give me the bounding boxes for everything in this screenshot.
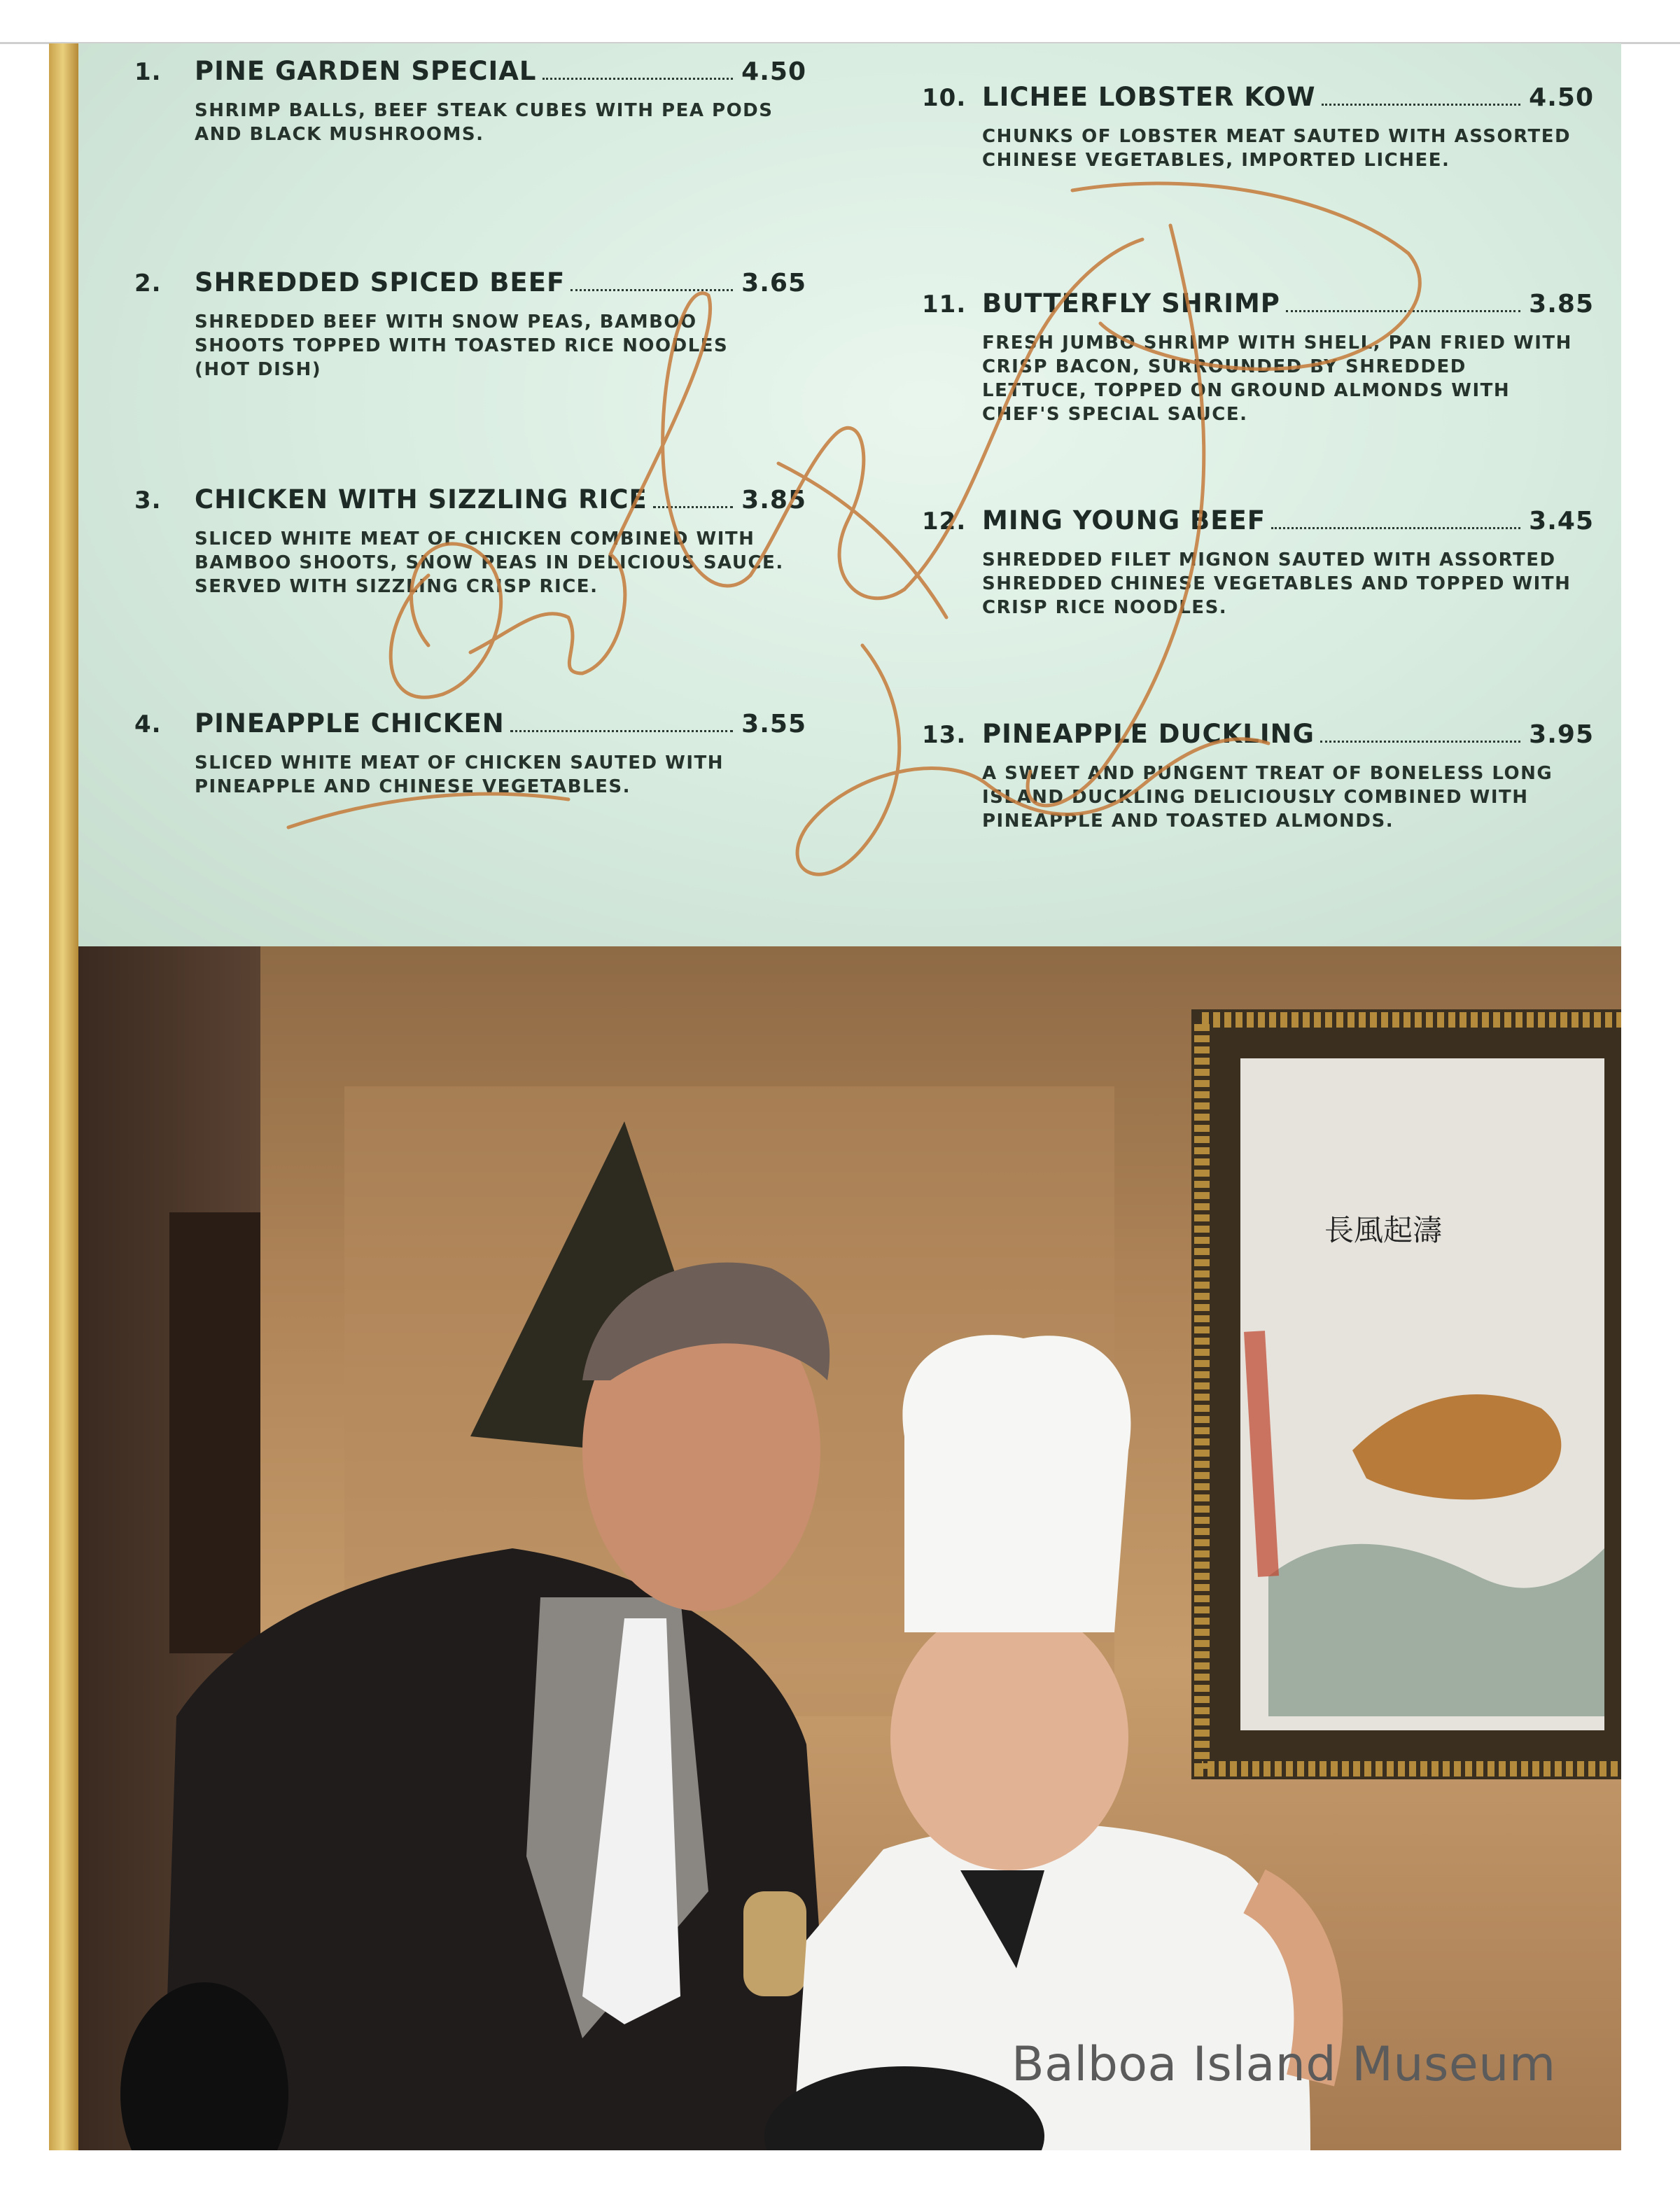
dot-leader bbox=[1286, 310, 1520, 312]
item-description: SHREDDED BEEF WITH SNOW PEAS, BAMBOO SHOOTS TOPPED WITH TOASTED RICE NOODLES (HOT DISH) bbox=[195, 311, 729, 380]
dot-leader bbox=[510, 730, 733, 732]
dot-leader bbox=[653, 506, 733, 508]
framed-painting bbox=[1191, 1009, 1621, 1779]
item-price: 3.65 bbox=[741, 269, 806, 297]
menu-item-1 bbox=[134, 56, 806, 146]
dot-leader bbox=[542, 78, 734, 80]
item-price: 3.45 bbox=[1529, 507, 1594, 535]
item-description: SLICED WHITE MEAT OF CHICKEN SAUTED WITH PINEAPPLE AND CHINESE VEGETABLES. bbox=[195, 752, 724, 797]
painting-inscription: 長風起濤 bbox=[1324, 1213, 1443, 1247]
item-name: CHICKEN WITH SIZZLING RICE bbox=[195, 484, 648, 514]
item-name: MING YOUNG BEEF bbox=[982, 505, 1266, 535]
item-price: 4.50 bbox=[1529, 83, 1594, 112]
item-number: 10. bbox=[922, 84, 967, 112]
menu-item-13 bbox=[922, 719, 1594, 833]
item-name: PINEAPPLE DUCKLING bbox=[982, 719, 1315, 749]
item-price: 4.50 bbox=[741, 57, 806, 86]
museum-watermark: Balboa Island Museum bbox=[1011, 2037, 1556, 2092]
menu-item-11 bbox=[922, 288, 1594, 426]
item-description: A SWEET AND PUNGENT TREAT OF BONELESS LONG ISLAND DUCKLING DELICIOUSLY COMBINED WITH PINEAPPLE AND TOASTED ALMONDS. bbox=[982, 763, 1553, 832]
menu-item-3 bbox=[134, 484, 806, 598]
photograph bbox=[78, 946, 1621, 2150]
item-description: SLICED WHITE MEAT OF CHICKEN COMBINED WITH BAMBOO SHOOTS, SNOW PEAS IN DELICIOUS SAUCE. SERVED WITH SIZZLING CRISP RICE. bbox=[195, 528, 784, 597]
item-number: 2. bbox=[134, 269, 162, 297]
item-name: PINE GARDEN SPECIAL bbox=[195, 56, 537, 86]
dot-leader bbox=[1322, 104, 1521, 106]
wall-picture-left bbox=[169, 1212, 260, 1653]
item-number: 1. bbox=[134, 58, 162, 86]
dot-leader bbox=[570, 289, 733, 291]
item-description: CHUNKS OF LOBSTER MEAT SAUTED WITH ASSORTED CHINESE VEGETABLES, IMPORTED LICHEE. bbox=[982, 126, 1572, 171]
item-name: PINEAPPLE CHICKEN bbox=[195, 708, 505, 738]
item-description: FRESH JUMBO SHRIMP WITH SHELL, PAN FRIED WITH CRISP BACON, SURROUNDED BY SHREDDED LETTUCE, TOPPED ON GROUND ALMONDS WITH CHEF'S SPECIAL SAUCE. bbox=[982, 332, 1572, 425]
photo-scene bbox=[78, 946, 1621, 2150]
menu-item-2 bbox=[134, 267, 806, 381]
menu-item-12 bbox=[922, 505, 1594, 619]
item-price: 3.95 bbox=[1529, 720, 1594, 749]
item-name: LICHEE LOBSTER KOW bbox=[982, 82, 1316, 112]
item-number: 11. bbox=[922, 290, 967, 318]
item-name: BUTTERFLY SHRIMP bbox=[982, 288, 1280, 318]
menu-item-4 bbox=[134, 708, 806, 799]
menu-page bbox=[78, 43, 1621, 946]
dot-leader bbox=[1271, 527, 1520, 529]
item-price: 3.85 bbox=[741, 486, 806, 514]
item-number: 13. bbox=[922, 721, 967, 749]
item-description: SHRIMP BALLS, BEEF STEAK CUBES WITH PEA PODS AND BLACK MUSHROOMS. bbox=[195, 100, 774, 145]
item-description: SHREDDED FILET MIGNON SAUTED WITH ASSORTED SHREDDED CHINESE VEGETABLES AND TOPPED WITH CRISP RICE NOODLES. bbox=[982, 549, 1572, 618]
gold-frame-edge bbox=[49, 43, 80, 2150]
item-number: 12. bbox=[922, 507, 967, 535]
item-price: 3.85 bbox=[1529, 290, 1594, 318]
item-number: 3. bbox=[134, 486, 162, 514]
dot-leader bbox=[1320, 741, 1520, 743]
menu-item-10 bbox=[922, 82, 1594, 172]
item-price: 3.55 bbox=[741, 710, 806, 738]
item-number: 4. bbox=[134, 710, 162, 738]
item-name: SHREDDED SPICED BEEF bbox=[195, 267, 566, 297]
